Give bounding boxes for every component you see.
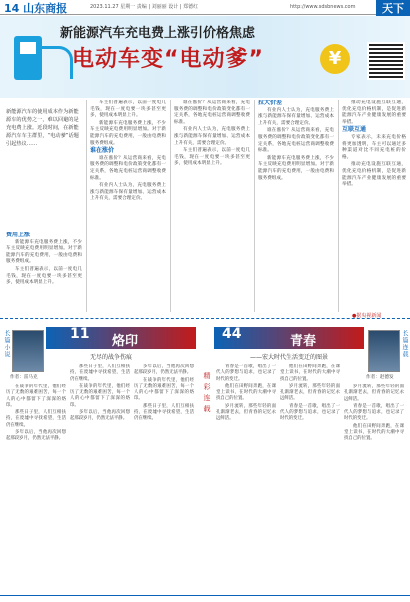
column-divider — [86, 100, 87, 312]
right-book-title: 青春 — [290, 334, 317, 349]
bottom-rule — [0, 595, 410, 596]
article-intro: 新能源汽车的使用成本作为新能源车的优势之一，难以回避的是充电费上涨。近段时间，在新能源汽车车主群里，“电动爹”话题引起热议…… — [6, 109, 79, 147]
article-column-1: 费用上涨 新能源车充电服务费上涨，不少车主反映充电费用明显增加。对于新能源汽车的充电费用，一般由电费和服务费组成。 车主们普遍表示，以前一度电几毛钱，现在一度电要一块多甚至更多，使用成本明显上升。 — [6, 232, 82, 286]
right-book-number: 44 — [222, 326, 242, 342]
subhead-interconnect: 互联互通 — [342, 126, 367, 134]
page-number: 14 山东商报 — [4, 2, 68, 15]
left-book-author: 作者：雷马克 — [10, 375, 38, 380]
section-tag: 天下 — [376, 0, 410, 18]
left-book-title: 烙印 — [112, 334, 139, 349]
left-book-column-3: 多年以后，当他再次回想起那段岁月，仍然无法平静。 在战争的年代里，他们经历了无数的艰难困苦，每一个人的心中都留下了深深的烙印。 那些日子里，人们互相扶持，在废墟中寻找希望，生活仍在继续。 — [134, 364, 194, 422]
right-book-column-3: 岁月流转，那些年轻的面孔渐渐老去，但青春的记忆永远鲜活。 青春是一首歌，唱出了一代人的梦想与追求，也记录了时代的变迁。 他们在田野间奔跑，在课堂上读书，在时代的大潮中寻找自己的位置。 — [344, 384, 404, 442]
article-column-5: 推动充电设施互联互通，优化充电价格机制，是促进新能源汽车产业健康发展的重要举措。 互联互通 专家表示，未来充电价格将更加透明，车主可以通过多种渠道对比不同充电桩的价格。 推动充电设施互联互通，优化充电价格机制，是促进新能源汽车产业健康发展的重要举措。 — [342, 100, 406, 188]
right-book-column-1: 青春是一首歌，唱出了一代人的梦想与追求，也记录了时代的变迁。 他们在田野间奔跑，在课堂上读书，在时代的大潮中寻找自己的位置。 岁月流转，那些年轻的面孔渐渐老去，但青春的记忆永远鲜活。 — [216, 364, 276, 422]
article-column-4: 拉大价差 有业内人士认为，充电服务费上涨与新能源车保有量增加、运营成本上升有关，需要合理定价。 谁在涨价？从运营商来看，充电服务费的调整和电价政策变化都有一定关系，各地充电桩运营商调整收费标准。 新能源车充电服务费上涨，不少车主反映充电费用明显增加。对于新能源汽车的充电费用，一般由电费和服务费组成。 — [258, 100, 334, 181]
left-book-column-1: 在战争的年代里，他们经历了无数的艰难困苦，每一个人的心中都留下了深深的烙印。 那些日子里，人们互相扶持，在废墟中寻找希望，生活仍在继续。 多年以后，当他再次回想起那段岁月，仍然无法平静。 — [6, 384, 66, 442]
article-headline: 电动车变“电动爹” — [72, 47, 264, 72]
article-kicker: 新能源汽车充电费上涨引价格焦虑 — [60, 26, 256, 41]
subhead-price-gap: 拉大价差 — [258, 100, 283, 106]
column-divider — [170, 100, 171, 312]
left-book-subtitle: 无尽的战争伤痕 — [90, 354, 133, 361]
left-book-column-2: 那些日子里，人们互相扶持，在废墟中寻找希望，生活仍在继续。 在战争的年代里，他们经历了无数的艰难困苦，每一个人的心中都留下了深深的烙印。 多年以后，当他再次回想起那段岁月，仍然无法平静。 — [70, 364, 130, 422]
charging-cable-icon — [40, 46, 73, 79]
masthead — [0, 0, 410, 15]
issue-meta: 2023.11.27 星期一 责编 | 刘丽丽 设计 | 郑德红 — [90, 4, 199, 10]
website-link[interactable]: http://www.sdsbnews.com — [290, 4, 356, 10]
left-book-label: 长篇小说 — [3, 330, 10, 358]
article-column-2: 车主们普遍表示，以前一度电几毛钱，现在一度电要一块多甚至更多，使用成本明显上升。 新能源车充电服务费上涨，不少车主反映充电费用明显增加。对于新能源汽车的充电费用，一般由电费和服务费组成。 谁在涨价 谁在涨价？从运营商来看，充电服务费的调整和电价政策变化都有一定关系，各地充电桩运营商调整收费标准。 有业内人士认为，充电服务费上涨与新能源车保有量增加、运营成本上升有关，需要合理定价。 — [90, 100, 166, 202]
right-book-column-2: 他们在田野间奔跑，在课堂上读书，在时代的大潮中寻找自己的位置。 岁月流转，那些年轻的面孔渐渐老去，但青春的记忆永远鲜活。 青春是一首歌，唱出了一代人的梦想与追求，也记录了时代的变迁。 — [280, 364, 340, 422]
serial-label: 精彩连载 — [203, 372, 211, 416]
column-divider — [254, 100, 255, 312]
article-column-3: 谁在涨价？从运营商来看，充电服务费的调整和电价政策变化都有一定关系，各地充电桩运营商调整收费标准。 有业内人士认为，充电服务费上涨与新能源车保有量增加、运营成本上升有关，需要合理定价。 车主们普遍表示，以前一度电几毛钱，现在一度电要一块多甚至更多，使用成本明显上升。 — [174, 100, 250, 167]
qr-code[interactable] — [367, 42, 405, 80]
left-book-number: 11 — [70, 326, 90, 342]
section-divider — [0, 318, 410, 321]
subhead-cost-up: 费用上涨 — [6, 232, 31, 238]
subhead-who-raises: 谁在涨价 — [90, 147, 115, 155]
column-divider — [338, 100, 339, 312]
right-book-cover — [368, 330, 400, 372]
right-book-author: 作者：赵德发 — [366, 375, 394, 380]
left-book-cover — [12, 330, 44, 372]
charging-pile-icon — [14, 36, 42, 80]
yuan-coin-icon: ¥ — [320, 44, 350, 74]
right-book-subtitle: ——宏大时代生活变迁的图景 — [250, 354, 329, 361]
article-byline: ●据央视新闻 — [352, 313, 382, 319]
right-book-label: 长篇连载 — [401, 330, 408, 358]
